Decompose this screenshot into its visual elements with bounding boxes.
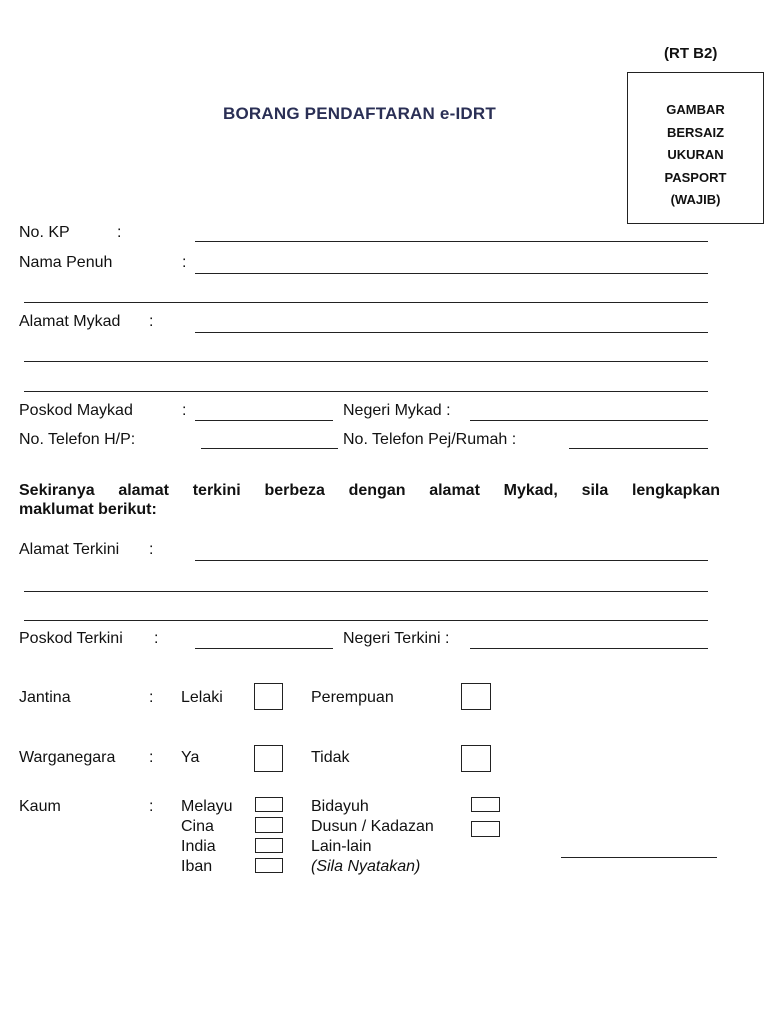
no-telefon-hp-label: No. Telefon H/P: <box>19 431 136 448</box>
no-telefon-hp-field[interactable] <box>201 448 338 449</box>
colon: : <box>117 224 122 241</box>
alamat-mykad-field-line3[interactable] <box>24 391 708 392</box>
alamat-terkini-field[interactable] <box>195 560 708 561</box>
cina-checkbox[interactable] <box>255 817 283 833</box>
tidak-label: Tidak <box>311 749 350 766</box>
no-telefon-pej-label: No. Telefon Pej/Rumah : <box>343 431 517 448</box>
no-kp-label: No. KP <box>19 224 70 241</box>
photo-box-line: BERSAIZ <box>666 124 725 140</box>
alamat-terkini-label: Alamat Terkini <box>19 541 120 558</box>
ya-label: Ya <box>181 749 200 766</box>
colon: : <box>149 541 154 558</box>
alamat-mykad-field[interactable] <box>195 332 708 333</box>
warganegara-label: Warganegara <box>19 749 116 766</box>
photo-box-line: (WAJIB) <box>670 192 721 207</box>
dusun-kadazan-label: Dusun / Kadazan <box>311 818 434 835</box>
perempuan-checkbox[interactable] <box>461 683 491 710</box>
melayu-label: Melayu <box>181 798 233 815</box>
negeri-terkini-field[interactable] <box>470 648 708 649</box>
lain-lain-label: Lain-lain <box>311 838 372 855</box>
alamat-terkini-field-line3[interactable] <box>24 620 708 621</box>
no-telefon-pej-field[interactable] <box>569 448 708 449</box>
colon: : <box>149 749 154 766</box>
perempuan-label: Perempuan <box>311 689 394 706</box>
colon: : <box>182 254 187 271</box>
colon: : <box>149 313 154 330</box>
dusun-kadazan-checkbox[interactable] <box>471 821 500 837</box>
alamat-mykad-label: Alamat Mykad <box>19 313 121 330</box>
current-address-note-line2: maklumat berikut: <box>19 501 157 518</box>
bidayuh-checkbox[interactable] <box>471 797 500 812</box>
colon: : <box>149 798 154 815</box>
alamat-mykad-field-line2[interactable] <box>24 361 708 362</box>
india-label: India <box>181 838 216 855</box>
form-title: BORANG PENDAFTARAN e-IDRT <box>223 104 496 123</box>
nama-penuh-label: Nama Penuh <box>19 254 113 271</box>
poskod-terkini-field[interactable] <box>195 648 333 649</box>
photo-box-line: UKURAN <box>667 147 724 162</box>
photo-box[interactable] <box>627 72 764 224</box>
melayu-checkbox[interactable] <box>255 797 283 812</box>
lelaki-checkbox[interactable] <box>254 683 283 710</box>
photo-box-line: PASPORT <box>664 169 727 185</box>
current-address-note: Sekiranya alamat terkini berbeza dengan alamat Mykad, sila lengkapkan <box>19 482 720 499</box>
tidak-checkbox[interactable] <box>461 745 491 772</box>
india-checkbox[interactable] <box>255 838 283 853</box>
poskod-terkini-label: Poskod Terkini <box>19 630 123 647</box>
bidayuh-label: Bidayuh <box>311 798 369 815</box>
negeri-mykad-label: Negeri Mykad : <box>343 402 451 419</box>
jantina-label: Jantina <box>19 689 71 706</box>
no-kp-field[interactable] <box>195 241 708 242</box>
nama-penuh-field[interactable] <box>195 273 708 274</box>
lain-lain-field[interactable] <box>561 857 717 858</box>
sila-nyatakan-label: (Sila Nyatakan) <box>311 858 421 875</box>
iban-checkbox[interactable] <box>255 858 283 873</box>
iban-label: Iban <box>181 858 213 875</box>
ya-checkbox[interactable] <box>254 745 283 772</box>
poskod-maykad-label: Poskod Maykad <box>19 402 133 419</box>
colon: : <box>149 689 154 706</box>
cina-label: Cina <box>181 818 214 835</box>
lelaki-label: Lelaki <box>181 689 223 706</box>
colon: : <box>154 630 159 647</box>
colon: : <box>182 402 187 419</box>
kaum-label: Kaum <box>19 798 61 815</box>
form-code: (RT B2) <box>664 45 718 62</box>
alamat-terkini-field-line2[interactable] <box>24 591 708 592</box>
photo-box-line: GAMBAR <box>666 102 725 117</box>
poskod-maykad-field[interactable] <box>195 420 333 421</box>
nama-penuh-field-line2[interactable] <box>24 302 708 303</box>
negeri-mykad-field[interactable] <box>470 420 708 421</box>
negeri-terkini-label: Negeri Terkini : <box>343 630 450 647</box>
